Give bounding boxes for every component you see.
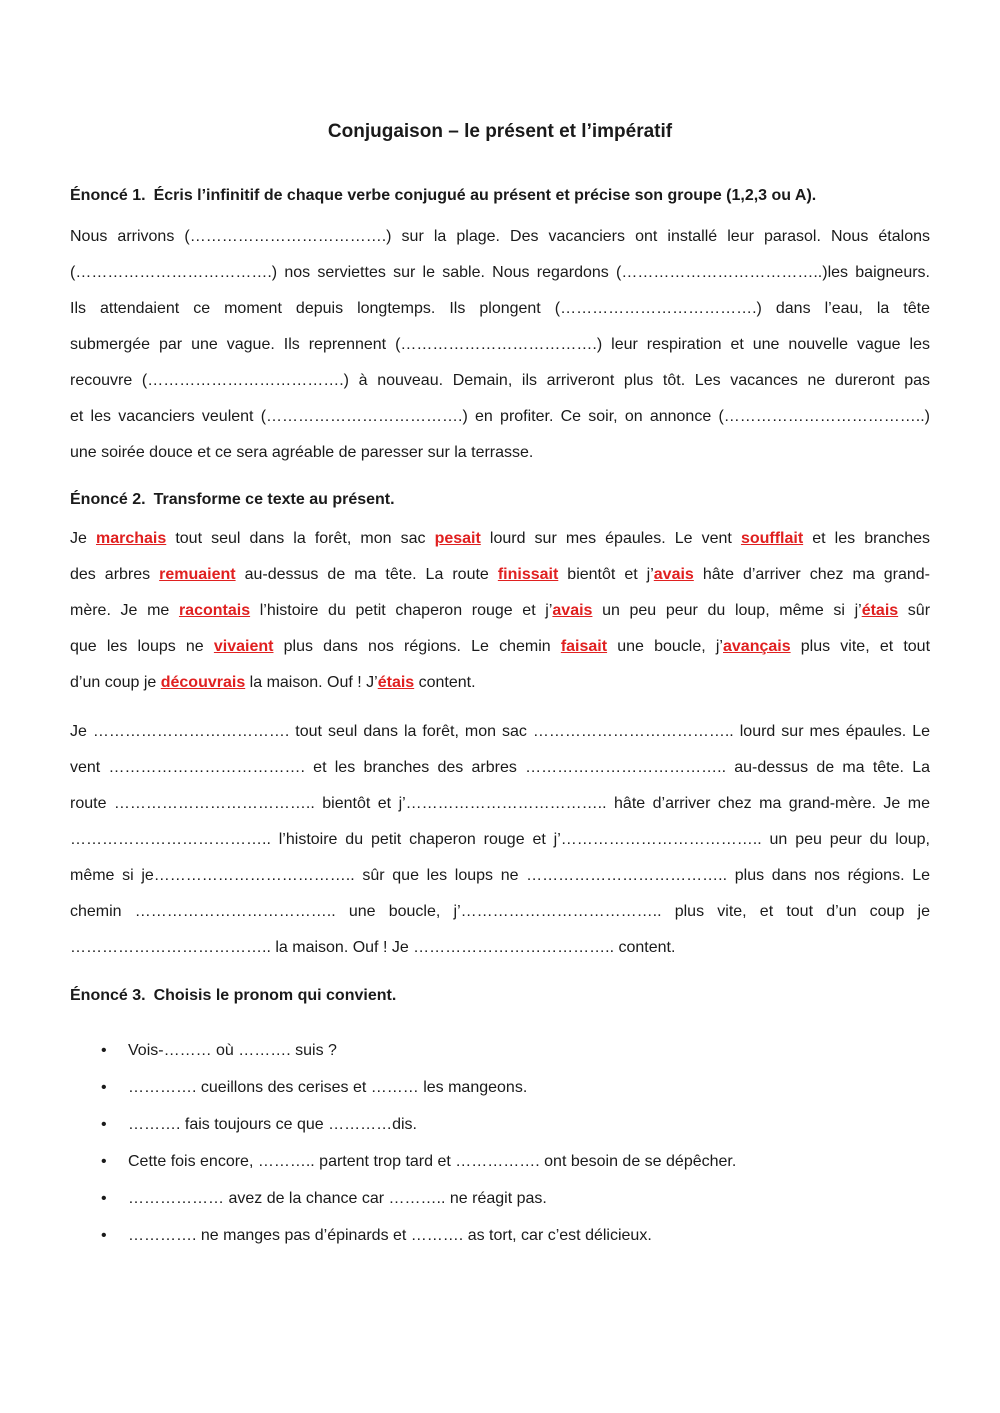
exercise2-heading <box>70 491 930 509</box>
list-item: • Cette fois encore, ……….. partent trop tard et ……………. ont besoin de se dépêcher. <box>70 1143 930 1180</box>
answer-line: chemin ……………………………….. une boucle, j’……………………………….. plus vite, et tout d’un coup je <box>70 903 930 920</box>
bullet-icon: • <box>101 1190 107 1207</box>
exercise1-number: Énoncé 1. <box>70 187 146 204</box>
exercise1-line: submergée par une vague. Ils reprennent (……………………………….) leur respiration et une nouvelle vague les <box>70 336 930 353</box>
exercise1-line: Nous arrivons (……………………………….) sur la plage. Des vacanciers ont installé leur parasol. Nous étalons <box>70 228 930 245</box>
verb-highlight: soufflait <box>740 530 804 547</box>
verb-highlight: finissait <box>497 566 559 583</box>
answer-line: Je ………………………………. tout seul dans la forêt, mon sac ……………………………….. lourd sur mes épaules. Le <box>70 723 930 740</box>
verb-highlight: marchais <box>95 530 167 547</box>
verb-highlight: étais <box>377 674 415 691</box>
bullet-icon: • <box>101 1079 107 1096</box>
exercise1-line: recouvre (……………………………….) à nouveau. Demain, ils arriveront plus tôt. Les vacances ne dureront pas <box>70 372 930 389</box>
exercise3-list <box>70 1032 930 1254</box>
answer-line: vent ………………………………. et les branches des arbres ……………………………….. au-dessus de ma tête. La <box>70 759 930 776</box>
verb-highlight: vivaient <box>213 638 274 655</box>
exercise3-number: Énoncé 3. <box>70 987 146 1004</box>
exercise1-text <box>70 219 930 471</box>
source-line: d’un coup je découvrais la maison. Ouf ! J’étais content. <box>70 674 476 691</box>
verb-highlight: découvrais <box>160 674 246 691</box>
exercise1-instruction: Écris l’infinitif de chaque verbe conjugué au présent et précise son groupe (1,2,3 ou A). <box>153 187 817 204</box>
verb-highlight: pesait <box>434 530 481 547</box>
exercise1-line: et les vacanciers veulent (……………………………….) en profiter. Ce soir, on annonce (………………………………..) <box>70 408 930 425</box>
source-line: mère. Je me racontais l’histoire du petit chaperon rouge et j’avais un peu peur du loup, même si j’étais sûr <box>70 602 931 619</box>
exercise1-line: (……………………………….) nos serviettes sur le sable. Nous regardons (………………………………..)les baigneurs. <box>70 264 930 281</box>
bullet-icon: • <box>101 1116 107 1133</box>
list-item: • Vois-……… où ………. suis ? <box>70 1032 930 1069</box>
exercise1-line: Ils attendaient ce moment depuis longtemps. Ils plongent (……………………………….) dans l’eau, la tête <box>70 300 930 317</box>
exercise2-source-text <box>70 521 930 701</box>
exercise3-instruction: Choisis le pronom qui convient. <box>153 987 397 1004</box>
bullet-icon: • <box>101 1227 107 1244</box>
list-item: • …………. ne manges pas d’épinards et ………. as tort, car c’est délicieux. <box>70 1217 930 1254</box>
source-line: des arbres remuaient au-dessus de ma tête. La route finissait bientôt et j’avais hâte d’arriver chez ma grand- <box>70 566 931 583</box>
source-line: que les loups ne vivaient plus dans nos régions. Le chemin faisait une boucle, j’avançais plus vite, et tout <box>70 638 931 655</box>
exercise3-heading <box>70 987 930 1005</box>
exercise2-number: Énoncé 2. <box>70 491 146 508</box>
list-item: • …………. cueillons des cerises et ……… les mangeons. <box>70 1069 930 1106</box>
list-item: • ……………… avez de la chance car ……….. ne réagit pas. <box>70 1180 930 1217</box>
exercise2-answer-text <box>70 714 930 966</box>
answer-line: ……………………………….. la maison. Ouf ! Je ……………………………….. content. <box>70 939 676 956</box>
bullet-icon: • <box>101 1153 107 1170</box>
verb-highlight: racontais <box>178 602 251 619</box>
verb-highlight: faisait <box>560 638 608 655</box>
list-item: • ………. fais toujours ce que …………dis. <box>70 1106 930 1143</box>
exercise2-instruction: Transforme ce texte au présent. <box>153 491 395 508</box>
answer-line: même si je……………………………….. sûr que les loups ne ……………………………….. plus dans nos régions. Le <box>70 867 930 884</box>
page-title: Conjugaison – le présent et l’impératif <box>327 121 673 142</box>
verb-highlight: avais <box>653 566 694 583</box>
verb-highlight: avais <box>552 602 593 619</box>
verb-highlight: avançais <box>723 638 791 655</box>
verb-highlight: remuaient <box>159 566 236 583</box>
exercise1-heading <box>70 187 930 205</box>
exercise1-line: une soirée douce et ce sera agréable de paresser sur la terrasse. <box>70 444 534 461</box>
answer-line: route ……………………………….. bientôt et j’……………………………….. hâte d’arriver chez ma grand-mère. Je me <box>70 795 930 812</box>
bullet-icon: • <box>101 1042 107 1059</box>
answer-line: ……………………………….. l’histoire du petit chaperon rouge et j’……………………………….. un peu peur du loup, <box>70 831 930 848</box>
verb-highlight: étais <box>861 602 899 619</box>
source-line: Je marchais tout seul dans la forêt, mon sac pesait lourd sur mes épaules. Le vent soufflait et les branches <box>70 530 931 547</box>
